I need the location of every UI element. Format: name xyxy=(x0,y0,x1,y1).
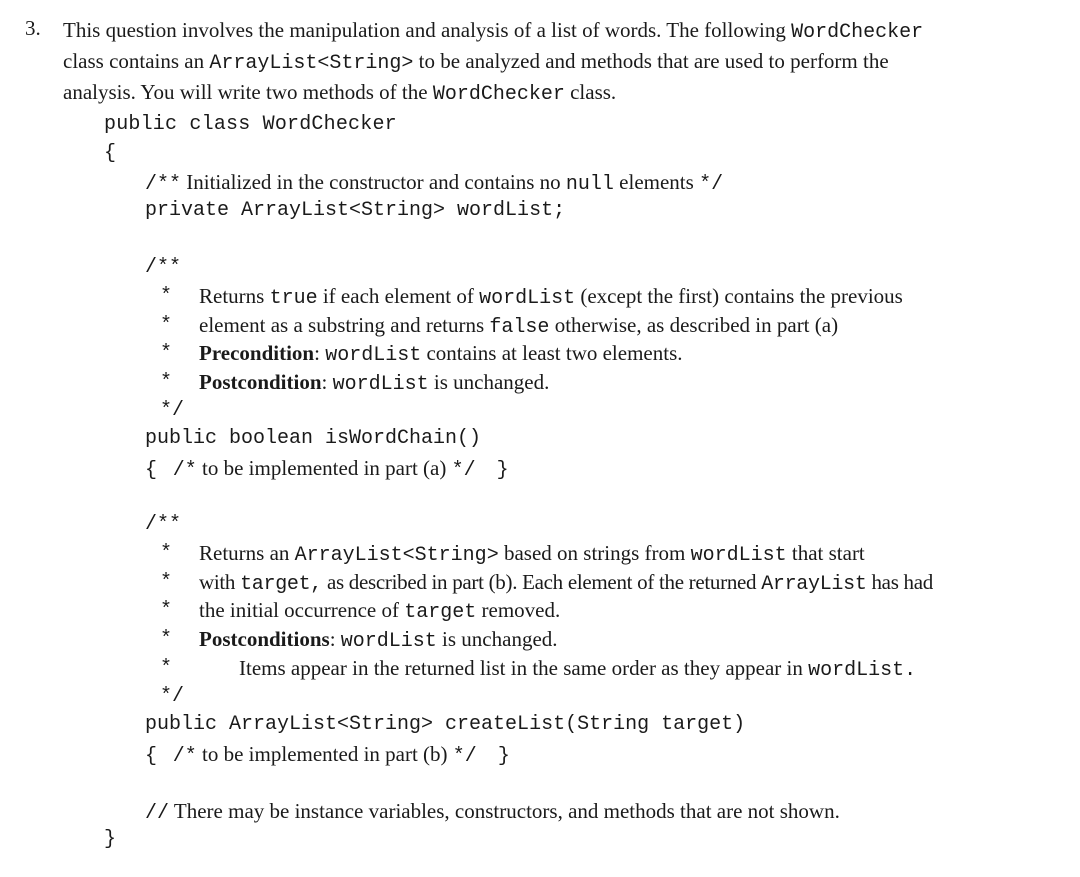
doc-text: Returns xyxy=(199,284,265,308)
comment-text: There may be instance variables, constructors, and methods that are not shown. xyxy=(173,799,840,823)
brace: { xyxy=(145,459,158,482)
doc-code: wordList xyxy=(340,630,437,653)
intro-line-3 xyxy=(63,78,923,109)
doc-text: removed. xyxy=(481,598,561,622)
doc-code: wordList xyxy=(690,544,787,567)
doc-code: target xyxy=(404,601,477,624)
class-declaration: public class WordChecker xyxy=(104,113,397,136)
doc-comment-open: /** xyxy=(145,256,182,279)
brace: } xyxy=(497,745,510,768)
doc-code: ArrayList xyxy=(761,573,867,596)
doc-comment-open: /** xyxy=(145,513,182,536)
method-signature-createList: public ArrayList<String> createList(String target) xyxy=(145,713,746,736)
m2-doc-line-2 xyxy=(199,570,933,596)
doc-code: wordList xyxy=(332,373,429,396)
doc-text: the initial occurrence of xyxy=(199,598,399,622)
intro-text: class. xyxy=(570,80,617,104)
doc-text: has had xyxy=(871,570,933,594)
question-intro xyxy=(63,16,923,109)
comment-text: to be implemented in part (a) xyxy=(202,456,447,480)
m2-postconditions xyxy=(199,627,558,653)
doc-code: wordList xyxy=(325,344,422,367)
m1-postcondition xyxy=(199,370,549,396)
doc-star: * xyxy=(160,542,173,565)
method-body-isWordChain xyxy=(145,456,509,482)
doc-text: is unchanged. xyxy=(442,627,558,651)
postconditions-label: Postconditions xyxy=(199,627,330,651)
m2-doc-line-5 xyxy=(239,656,916,682)
doc-text: otherwise, as described in part (a) xyxy=(554,313,839,337)
doc-code: false xyxy=(489,316,550,339)
comment-text: elements xyxy=(619,170,694,194)
doc-code: true xyxy=(269,287,318,310)
doc-text: is unchanged. xyxy=(433,370,550,394)
intro-text: class contains an xyxy=(63,49,205,73)
doc-code: target, xyxy=(240,573,323,596)
comment-text: to be implemented in part (b) xyxy=(202,742,448,766)
intro-line-1 xyxy=(63,16,923,47)
m2-doc-line-1 xyxy=(199,541,865,567)
intro-text: analysis. You will write two methods of the xyxy=(63,80,428,104)
doc-star: * xyxy=(160,285,173,308)
comment-open: /* xyxy=(172,745,197,768)
intro-code: WordChecker xyxy=(791,21,924,44)
doc-text: based on strings from xyxy=(503,541,686,565)
postcondition-label: Postcondition xyxy=(199,370,322,394)
doc-text: : xyxy=(321,370,328,394)
doc-text: Returns an xyxy=(199,541,290,565)
method-body-createList xyxy=(145,742,510,768)
field-declaration: private ArrayList<String> wordList; xyxy=(145,199,566,222)
doc-star: * xyxy=(160,628,173,651)
intro-line-2 xyxy=(63,47,923,78)
doc-text: that start xyxy=(791,541,865,565)
m1-doc-line-1 xyxy=(199,284,903,310)
doc-code: wordList xyxy=(479,287,576,310)
doc-star: * xyxy=(160,657,173,680)
doc-text: (except the first) contains the previous xyxy=(580,284,903,308)
doc-star: * xyxy=(160,342,173,365)
intro-text: to be analyzed and methods that are used to perform the xyxy=(418,49,889,73)
precondition-label: Precondition xyxy=(199,341,315,365)
doc-text: if each element of xyxy=(322,284,474,308)
doc-code: ArrayList<String> xyxy=(294,544,499,567)
comment-code: null xyxy=(565,173,614,196)
doc-text: contains at least two elements. xyxy=(426,341,683,365)
m1-precondition xyxy=(199,341,683,367)
comment-open: /* xyxy=(172,459,197,482)
m1-doc-line-2 xyxy=(199,313,838,339)
doc-comment-close: */ xyxy=(160,399,185,422)
doc-code: wordList. xyxy=(808,659,917,682)
intro-text: This question involves the manipulation and analysis of a list of words. The following xyxy=(63,18,786,42)
brace: { xyxy=(145,745,158,768)
question-number: 3. xyxy=(25,16,41,40)
m2-doc-line-3 xyxy=(199,598,560,624)
brace: } xyxy=(496,459,509,482)
method-signature-isWordChain: public boolean isWordChain() xyxy=(145,427,482,450)
comment-text: Initialized in the constructor and contains no xyxy=(186,170,561,194)
comment-close: */ xyxy=(699,173,724,196)
doc-text: element as a substring and returns xyxy=(199,313,485,337)
intro-code: WordChecker xyxy=(432,83,565,106)
doc-star: * xyxy=(160,371,173,394)
doc-comment-close: */ xyxy=(160,685,185,708)
doc-text: with xyxy=(199,570,236,594)
doc-text: : xyxy=(329,627,336,651)
doc-star: * xyxy=(160,599,173,622)
class-close-brace: } xyxy=(104,828,117,851)
footer-comment xyxy=(145,799,840,825)
doc-text: as described in part (b). Each element of the returned xyxy=(326,570,757,594)
comment-open: /** xyxy=(145,173,182,196)
comment-close: */ xyxy=(452,745,477,768)
doc-text: Items appear in the returned list in the same order as they appear in xyxy=(239,656,803,680)
comment-close: */ xyxy=(451,459,476,482)
comment-slashes: // xyxy=(145,802,170,825)
doc-star: * xyxy=(160,314,173,337)
class-open-brace: { xyxy=(104,142,117,165)
doc-star: * xyxy=(160,571,173,594)
intro-code: ArrayList<String> xyxy=(209,52,414,75)
field-comment xyxy=(145,170,723,196)
doc-text: : xyxy=(314,341,320,365)
